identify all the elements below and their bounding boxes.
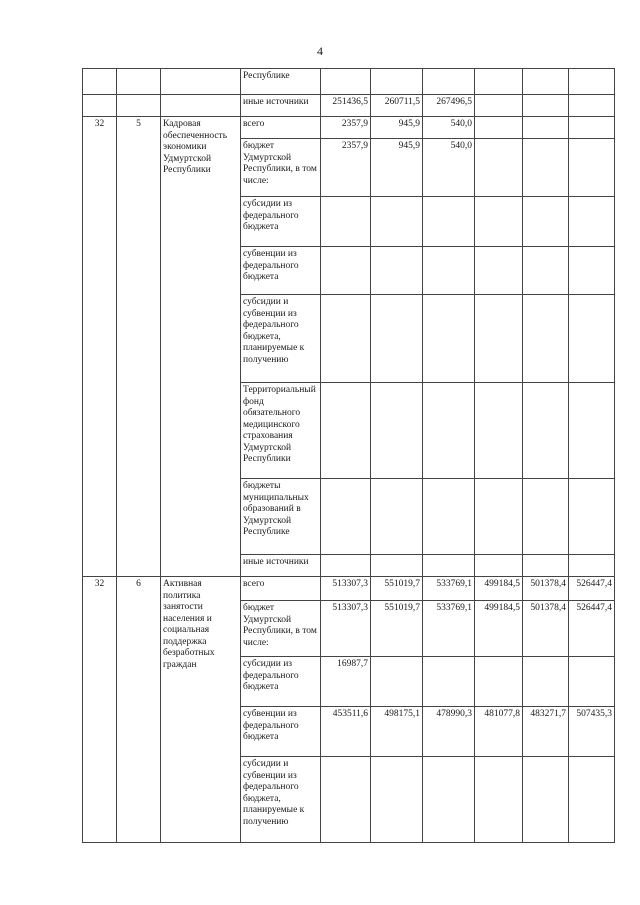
source-cell: бюджет Удмуртской Республики, в том числе: — [241, 601, 321, 657]
program-name-cell: Кадровая обеспеченность экономики Удмуртской Республики — [161, 117, 241, 577]
value-cell — [475, 95, 523, 117]
value-cell — [321, 197, 371, 247]
source-cell: субсидии из федерального бюджета — [241, 657, 321, 707]
value-cell — [371, 197, 423, 247]
value-cell — [321, 295, 371, 383]
value-cell: 540,0 — [423, 139, 475, 197]
value-cell — [569, 69, 615, 95]
value-cell — [371, 479, 423, 555]
value-cell: 267496,5 — [423, 95, 475, 117]
source-cell: иные источники — [241, 555, 321, 577]
value-cell — [569, 197, 615, 247]
value-cell — [371, 383, 423, 479]
value-cell — [423, 757, 475, 843]
value-cell — [371, 555, 423, 577]
value-cell — [321, 69, 371, 95]
value-cell — [475, 197, 523, 247]
value-cell — [475, 295, 523, 383]
value-cell — [423, 479, 475, 555]
source-cell: Территориальный фонд обязательного медицинского страхования Удмуртской Республики — [241, 383, 321, 479]
value-cell: 526447,4 — [569, 577, 615, 601]
table-row — [83, 117, 615, 139]
value-cell — [423, 555, 475, 577]
source-cell: субвенции из федерального бюджета — [241, 247, 321, 295]
name-cell — [161, 95, 241, 117]
value-cell — [569, 383, 615, 479]
value-cell: 453511,6 — [321, 707, 371, 757]
pp-cell — [117, 69, 161, 95]
value-cell: 499184,5 — [475, 601, 523, 657]
value-cell: 260711,5 — [371, 95, 423, 117]
value-cell: 945,9 — [371, 139, 423, 197]
value-cell — [371, 69, 423, 95]
value-cell — [423, 383, 475, 479]
value-cell: 501378,4 — [523, 601, 569, 657]
value-cell — [523, 757, 569, 843]
source-cell: иные источники — [241, 95, 321, 117]
value-cell: 551019,7 — [371, 601, 423, 657]
value-cell: 499184,5 — [475, 577, 523, 601]
value-cell — [523, 197, 569, 247]
value-cell — [569, 139, 615, 197]
value-cell — [321, 479, 371, 555]
value-cell: 540,0 — [423, 117, 475, 139]
page-number: 4 — [317, 44, 323, 58]
value-cell — [569, 657, 615, 707]
gp-cell: 32 — [83, 577, 117, 843]
source-cell: бюджет Удмуртской Республики, в том числе: — [241, 139, 321, 197]
source-cell: бюджеты муниципальных образований в Удмуртской Республике — [241, 479, 321, 555]
table-row — [83, 95, 615, 117]
value-cell — [523, 139, 569, 197]
value-cell — [523, 117, 569, 139]
value-cell: 507435,3 — [569, 707, 615, 757]
value-cell — [569, 247, 615, 295]
value-cell — [569, 555, 615, 577]
value-cell — [523, 69, 569, 95]
value-cell — [321, 383, 371, 479]
value-cell — [475, 247, 523, 295]
value-cell — [523, 295, 569, 383]
source-cell: субсидии и субвенции из федерального бюджета, планируемые к получению — [241, 757, 321, 843]
value-cell: 498175,1 — [371, 707, 423, 757]
value-cell — [475, 657, 523, 707]
value-cell — [523, 479, 569, 555]
value-cell — [569, 757, 615, 843]
value-cell — [569, 295, 615, 383]
value-cell — [475, 383, 523, 479]
gp-cell — [83, 95, 117, 117]
value-cell: 16987,7 — [321, 657, 371, 707]
gp-cell — [83, 69, 117, 95]
pp-cell: 5 — [117, 117, 161, 577]
source-cell: всего — [241, 117, 321, 139]
source-cell: всего — [241, 577, 321, 601]
source-cell: Республике — [241, 69, 321, 95]
value-cell — [321, 247, 371, 295]
value-cell — [321, 555, 371, 577]
value-cell: 251436,5 — [321, 95, 371, 117]
value-cell: 483271,7 — [523, 707, 569, 757]
value-cell — [523, 247, 569, 295]
source-cell: субсидии из федерального бюджета — [241, 197, 321, 247]
value-cell — [475, 757, 523, 843]
value-cell: 478990,3 — [423, 707, 475, 757]
budget-table — [82, 68, 615, 843]
value-cell — [423, 247, 475, 295]
value-cell — [523, 555, 569, 577]
pp-cell: 6 — [117, 577, 161, 843]
value-cell — [523, 657, 569, 707]
value-cell: 501378,4 — [523, 577, 569, 601]
value-cell — [371, 247, 423, 295]
value-cell — [523, 383, 569, 479]
source-cell: субвенции из федерального бюджета — [241, 707, 321, 757]
value-cell: 2357,9 — [321, 139, 371, 197]
value-cell: 945,9 — [371, 117, 423, 139]
value-cell — [371, 657, 423, 707]
program-name-cell: Активная политика занятости населения и социальная поддержка безработных граждан — [161, 577, 241, 843]
value-cell: 551019,7 — [371, 577, 423, 601]
value-cell — [475, 117, 523, 139]
value-cell: 533769,1 — [423, 577, 475, 601]
value-cell: 533769,1 — [423, 601, 475, 657]
source-cell: субсидии и субвенции из федерального бюджета, планируемые к получению — [241, 295, 321, 383]
value-cell: 513307,3 — [321, 601, 371, 657]
value-cell: 2357,9 — [321, 117, 371, 139]
table-row — [83, 577, 615, 601]
value-cell — [423, 657, 475, 707]
gp-cell: 32 — [83, 117, 117, 577]
value-cell — [371, 295, 423, 383]
name-cell — [161, 69, 241, 95]
value-cell — [569, 479, 615, 555]
value-cell — [523, 95, 569, 117]
value-cell — [371, 757, 423, 843]
value-cell — [569, 117, 615, 139]
value-cell: 526447,4 — [569, 601, 615, 657]
value-cell — [321, 757, 371, 843]
value-cell — [569, 95, 615, 117]
value-cell: 481077,8 — [475, 707, 523, 757]
value-cell — [475, 69, 523, 95]
value-cell — [423, 69, 475, 95]
value-cell — [475, 139, 523, 197]
value-cell: 513307,3 — [321, 577, 371, 601]
value-cell — [423, 295, 475, 383]
value-cell — [475, 555, 523, 577]
table-row — [83, 69, 615, 95]
pp-cell — [117, 95, 161, 117]
value-cell — [475, 479, 523, 555]
value-cell — [423, 197, 475, 247]
